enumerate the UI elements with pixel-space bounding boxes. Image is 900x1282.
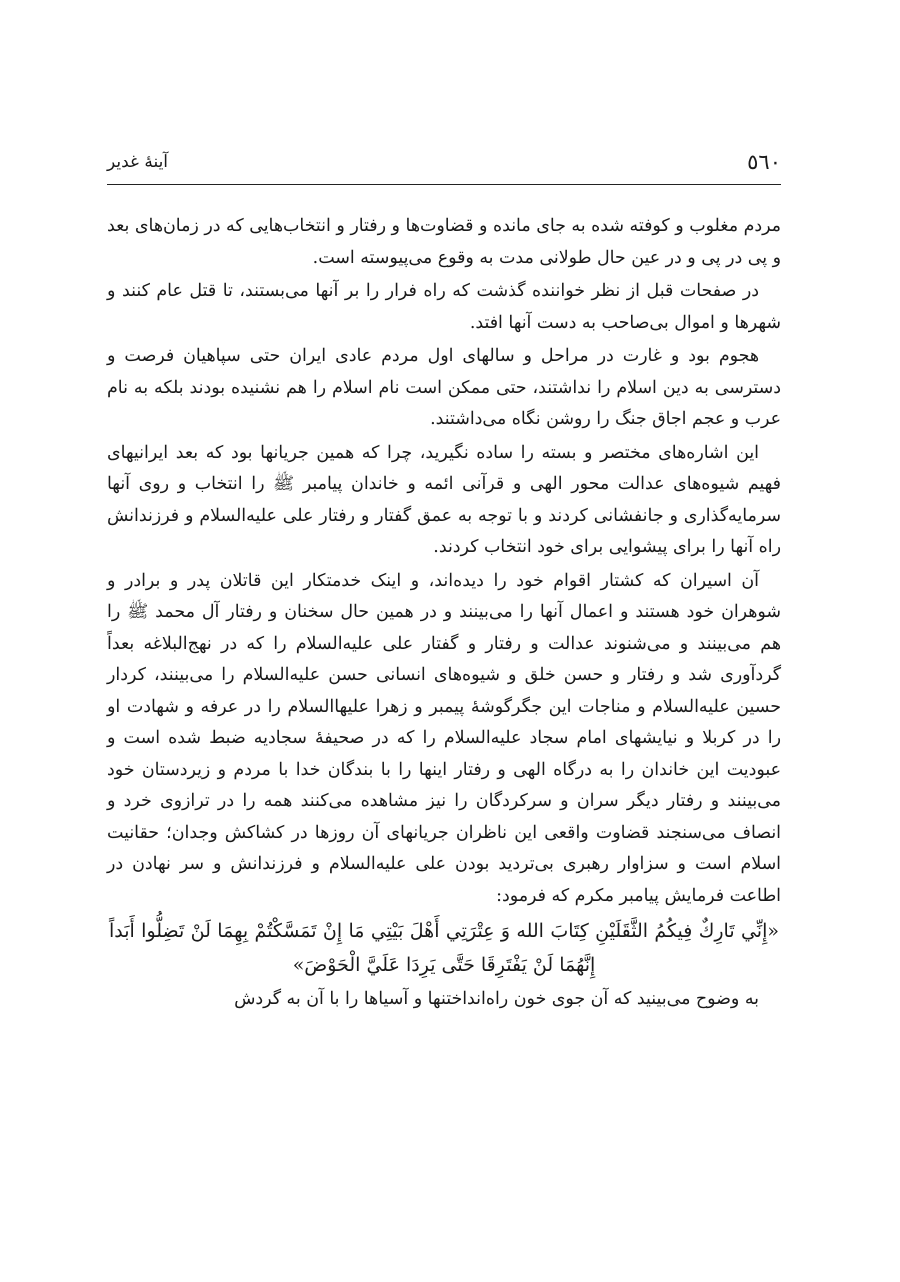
paragraph-4: این اشاره‌های مختصر و بسته را ساده نگیرید، چرا که همین جریانها بود که بعد ایرانیهای فهیم شیوه‌های عدالت محور الهی و قرآنی ائمه و خاندان پیامبر ﷺ را انتخاب و روی آنها سرمایه‌گذاری و جانفشانی کردند و با توجه به عمق گفتار و رفتار علی علیه‌السلام و فرزندانش راه آنها را برای پیشوایی برای خود انتخاب کردند. [107, 442, 781, 557]
paragraph-2: در صفحات قبل از نظر خواننده گذشت که راه فرار را بر آنها می‌بستند، تا قتل عام کنند و شهرها و اموال بی‌صاحب به دست آنها افتد. [107, 281, 781, 333]
hadith-quote: «إِنِّي تَارِكٌ فِيكُمُ الثَّقَلَيْنِ كِتَابَ الله وَ عِتْرَتِي أَهْلَ بَيْتِي مَا إِنْ تَمَسَّكْتُمْ بِهِمَا لَنْ تَضِلُّوا أَبَداً إِنَّهُمَا لَنْ يَفْتَرِقَا حَتَّى يَرِدَا عَلَيَّ الْحَوْضَ» [109, 920, 779, 976]
paragraph-1: مردم مغلوب و کوفته شده به جای مانده و قضاوت‌ها و رفتار و انتخاب‌هایی که در زمان‌های بعد و پی در پی و در عین حال طولانی مدت به وقوع می‌پیوسته است. [107, 216, 781, 268]
page-body [107, 211, 781, 1016]
page-header [107, 140, 781, 185]
paragraph-5: آن اسیران که کشتار اقوام خود را دیده‌اند، و اینک خدمتکار این قاتلان پدر و برادر و شوهران خود هستند و اعمال آنها را می‌بینند و در همین حال سخنان و رفتار آل محمد ﷺ را هم می‌بینند و می‌شنوند عدالت و رفتار و گفتار علی علیه‌السلام را که در نهج‌البلاغه بعداً گردآوری شد و رفتار و حسن خلق و شیوه‌های انسانی حسن علیه‌السلام را می‌بینند، کردار حسین علیه‌السلام و مناجات این جگرگوشهٔ پیمبر و زهرا علیهاالسلام را در عرفه و شهادت او را در کربلا و نیایشهای امام سجاد علیه‌السلام را که در صحیفهٔ سجادیه ضبط شده است و عبودیت این خاندان را به درگاه الهی و رفتار اینها را با بندگان خدا با مردم و زیردستان خود می‌بینند و رفتار دیگر سران و سرکردگان را نیز مشاهده می‌کنند همه را در ترازوی خرد و انصاف می‌سنجند قضاوت واقعی این ناظران جریانهای آن روزها در کشاکش وجدان؛ حقانیت اسلام است و سزاوار رهبری بی‌تردید بودن علی علیه‌السلام و فرزندانش و سر نهادن در اطاعت فرمایش پیامبر مکرم که فرمود: [107, 570, 781, 906]
running-title: آینهٔ غدیر [107, 152, 169, 172]
closing-paragraph: به وضوح می‌بینید که آن جوی خون راه‌انداختنها و آسیاها را با آن به گردش [234, 989, 759, 1009]
document-page [107, 140, 781, 1018]
page-number: ٥٦٠ [747, 150, 781, 174]
paragraph-3: هجوم بود و غارت در مراحل و سالهای اول مردم عادی ایران حتی سپاهیان فرصت و دسترسی به دین اسلام را نداشتند، حتی ممکن است نام اسلام را هم نشنیده بودند بلکه به نام عرب و عجم اجاق جنگ را روشن نگاه می‌داشتند. [107, 346, 781, 429]
